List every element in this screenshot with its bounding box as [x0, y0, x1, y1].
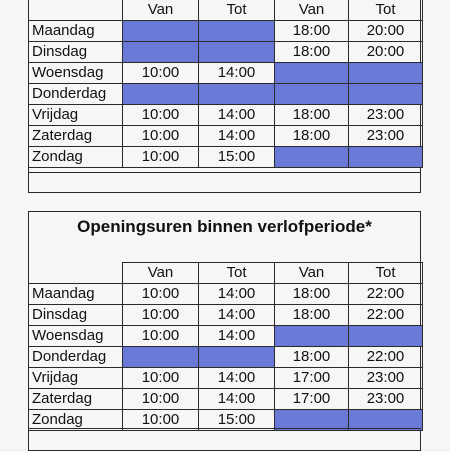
time-tot: 14:00 — [199, 126, 275, 147]
table-row — [29, 389, 423, 410]
time-tot: 20:00 — [349, 42, 423, 63]
table-row — [29, 147, 423, 168]
header-tot: Tot — [349, 0, 423, 21]
closed-cell — [123, 347, 199, 368]
time-van: 18:00 — [275, 347, 349, 368]
time-van: 18:00 — [275, 305, 349, 326]
day-name: Vrijdag — [29, 368, 123, 389]
day-name: Zondag — [29, 147, 123, 168]
closed-cell — [199, 84, 275, 105]
header-corner — [29, 0, 123, 21]
time-van: 10:00 — [123, 368, 199, 389]
time-tot: 23:00 — [349, 126, 423, 147]
table-row — [29, 42, 423, 63]
closed-cell — [275, 147, 349, 168]
time-tot: 15:00 — [199, 147, 275, 168]
table-row — [29, 305, 423, 326]
closed-cell — [123, 84, 199, 105]
time-tot: 14:00 — [199, 284, 275, 305]
time-tot: 15:00 — [199, 410, 275, 431]
time-tot: 14:00 — [199, 326, 275, 347]
day-name: Zondag — [29, 410, 123, 431]
time-van: 10:00 — [123, 326, 199, 347]
day-name: Donderdag — [29, 84, 123, 105]
table-footer-line — [28, 172, 421, 173]
header-van: Van — [275, 0, 349, 21]
time-tot: 22:00 — [349, 284, 423, 305]
closed-cell — [199, 42, 275, 63]
header-tot: Tot — [199, 263, 275, 284]
closed-cell — [349, 147, 423, 168]
time-van: 10:00 — [123, 389, 199, 410]
day-name: Maandag — [29, 21, 123, 42]
day-name: Woensdag — [29, 326, 123, 347]
holiday-hours-title: Openingsuren binnen verlofperiode* — [77, 217, 372, 236]
day-name: Vrijdag — [29, 105, 123, 126]
time-van: 10:00 — [123, 126, 199, 147]
time-van: 10:00 — [123, 63, 199, 84]
time-tot: 23:00 — [349, 368, 423, 389]
time-van: 18:00 — [275, 42, 349, 63]
table-row — [29, 326, 423, 347]
time-van: 10:00 — [123, 284, 199, 305]
time-tot: 22:00 — [349, 347, 423, 368]
time-tot: 14:00 — [199, 368, 275, 389]
closed-cell — [349, 63, 423, 84]
table-body — [29, 21, 423, 168]
closed-cell — [199, 347, 275, 368]
closed-cell — [123, 21, 199, 42]
table-row — [29, 105, 423, 126]
header-van: Van — [123, 0, 199, 21]
table-row — [29, 84, 423, 105]
table-body — [29, 284, 423, 431]
header-van: Van — [123, 263, 199, 284]
header-van: Van — [275, 263, 349, 284]
closed-cell — [349, 84, 423, 105]
time-tot: 14:00 — [199, 63, 275, 84]
time-van: 18:00 — [275, 105, 349, 126]
table-row — [29, 21, 423, 42]
header-tot: Tot — [199, 0, 275, 21]
time-van: 10:00 — [123, 410, 199, 431]
header-tot: Tot — [349, 263, 423, 284]
time-tot: 23:00 — [349, 105, 423, 126]
table-row — [29, 126, 423, 147]
day-name: Dinsdag — [29, 305, 123, 326]
closed-cell — [123, 42, 199, 63]
day-name: Donderdag — [29, 347, 123, 368]
opening-hours-table-regular — [28, 0, 423, 168]
table-footer-line — [28, 428, 421, 429]
closed-cell — [275, 84, 349, 105]
time-tot: 14:00 — [199, 305, 275, 326]
day-name: Zaterdag — [29, 126, 123, 147]
table-row — [29, 347, 423, 368]
day-name: Zaterdag — [29, 389, 123, 410]
time-tot: 22:00 — [349, 305, 423, 326]
time-van: 10:00 — [123, 305, 199, 326]
opening-hours-table-holiday — [28, 262, 423, 431]
time-van: 18:00 — [275, 126, 349, 147]
table-header-row — [29, 0, 423, 21]
day-name: Woensdag — [29, 63, 123, 84]
table-header-row — [29, 263, 423, 284]
time-tot: 14:00 — [199, 105, 275, 126]
day-name: Dinsdag — [29, 42, 123, 63]
time-van: 10:00 — [123, 105, 199, 126]
closed-cell — [275, 326, 349, 347]
closed-cell — [199, 21, 275, 42]
time-tot: 23:00 — [349, 389, 423, 410]
day-name: Maandag — [29, 284, 123, 305]
time-van: 18:00 — [275, 284, 349, 305]
time-van: 18:00 — [275, 21, 349, 42]
closed-cell — [275, 63, 349, 84]
table-row — [29, 284, 423, 305]
time-van: 17:00 — [275, 389, 349, 410]
time-van: 10:00 — [123, 147, 199, 168]
table-row — [29, 368, 423, 389]
time-tot: 14:00 — [199, 389, 275, 410]
table-row — [29, 63, 423, 84]
header-corner — [29, 263, 123, 284]
time-tot: 20:00 — [349, 21, 423, 42]
closed-cell — [349, 326, 423, 347]
time-van: 17:00 — [275, 368, 349, 389]
